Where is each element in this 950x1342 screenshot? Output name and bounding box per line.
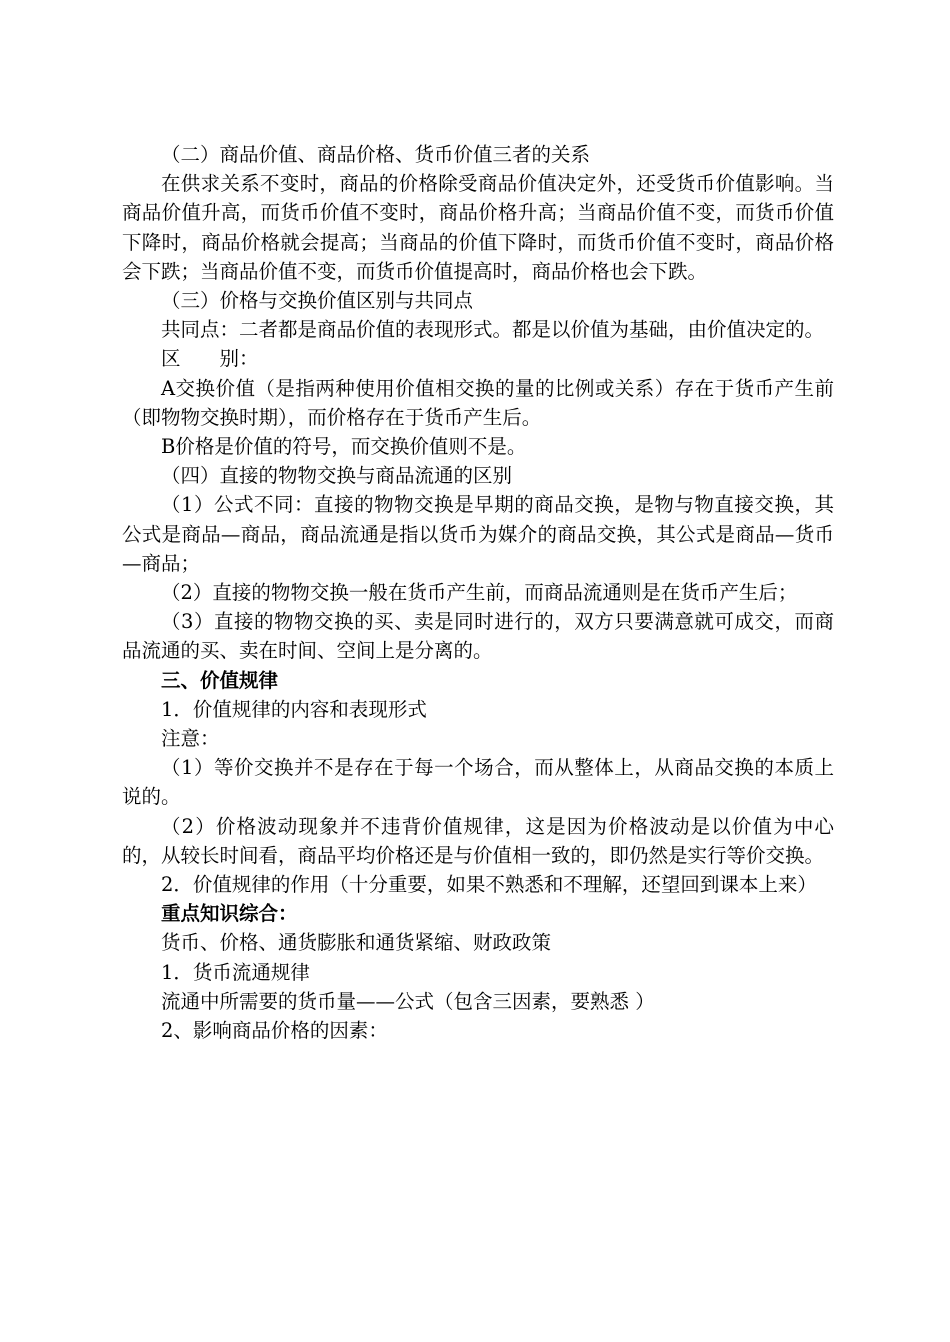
- paragraph-barter-2: （2）直接的物物交换一般在货币产生前，而商品流通则是在货币产生后；: [161, 581, 798, 605]
- paragraph-currency-law: 1．货币流通规律: [161, 960, 310, 984]
- paragraph-barter-1: （1）公式不同：直接的物物交换是早期的商品交换，是物与物直接交换，其公式是商品—商品，商品流通是指以货币为媒介的商品交换，其公式是商品—货币—商品；: [122, 493, 834, 575]
- document-page: [122, 140, 834, 1045]
- paragraph-note-label: 注意：: [161, 727, 220, 751]
- paragraph-note-2: （2）价格波动现象并不违背价值规律，这是因为价格波动是以价值为中心的，从较长时间看，商品平均价格还是与价值相一致的，即仍然是实行等价交换。: [122, 814, 834, 867]
- paragraph-supply-demand: 在供求关系不变时，商品的价格除受商品价值决定外，还受货币价值影响。当商品价值升高，而货币价值不变时，商品价格升高；当商品价值不变，而货币价值下降时，商品价格就会提高；当商品的价值下降时，而货币价值不变时，商品价格会下跌；当商品价值不变，而货币价值提高时，商品价格也会下跌。: [122, 172, 834, 283]
- paragraph-difference-b: B价格是价值的符号，而交换价值则不是。: [161, 435, 527, 459]
- paragraph-difference-a: A交换价值（是指两种使用价值相交换的量的比例或关系）存在于货币产生前（即物物交换时期），而价格存在于货币产生后。: [122, 376, 834, 429]
- paragraph-topics: 货币、价格、通货膨胀和通货紧缩、财政政策: [161, 931, 552, 955]
- paragraph-differences-label: 区 别：: [161, 347, 259, 371]
- paragraph-law-function: 2．价值规律的作用（十分重要，如果不熟悉和不理解，还望回到课本上来）: [161, 873, 817, 897]
- paragraph-note-1: （1）等价交换并不是存在于每一个场合，而从整体上，从商品交换的本质上说的。: [122, 756, 834, 809]
- heading-law-of-value: 三、价值规律: [161, 668, 279, 692]
- paragraph-money-formula: 流通中所需要的货币量——公式（包含三因素，要熟悉 ）: [161, 989, 655, 1013]
- section-heading-2: （二）商品价值、商品价格、货币价值三者的关系: [161, 143, 591, 166]
- paragraph-law-content: 1．价值规律的内容和表现形式: [161, 697, 427, 721]
- paragraph-barter-3: （3）直接的物物交换的买、卖是同时进行的，双方只要满意就可成交，而商品流通的买、卖在时间、空间上是分离的。: [122, 610, 834, 663]
- paragraph-common-points: 共同点：二者都是商品价值的表现形式。都是以价值为基础，由价值决定的。: [161, 318, 825, 342]
- section-heading-4: （四）直接的物物交换与商品流通的区别: [161, 464, 513, 488]
- section-heading-3: （三）价格与交换价值区别与共同点: [161, 289, 474, 313]
- paragraph-price-factors: 2、影响商品价格的因素：: [161, 1019, 388, 1043]
- heading-key-knowledge: 重点知识综合：: [161, 902, 298, 926]
